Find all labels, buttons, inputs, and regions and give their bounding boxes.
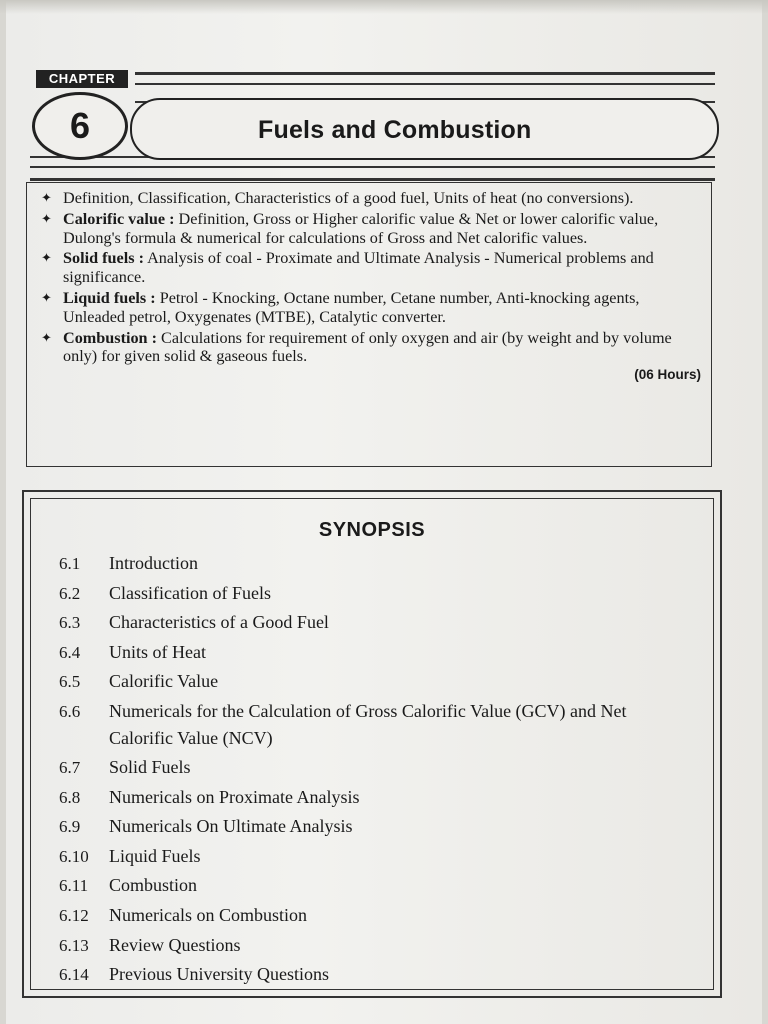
syllabus-box xyxy=(26,182,712,467)
diamond-bullet-icon: ✦ xyxy=(41,250,52,266)
diamond-bullet-icon: ✦ xyxy=(41,210,52,226)
chapter-title: Fuels and Combustion xyxy=(258,116,532,144)
syllabus-item: ✦ Combustion : Calculations for requirement of only oxygen and air (by weight and by volume only) for given solid & gaseous fuels. xyxy=(41,328,672,366)
teaching-hours: (06 Hours) xyxy=(634,367,701,383)
page-shadow xyxy=(0,0,768,14)
diamond-bullet-icon: ✦ xyxy=(41,190,52,205)
synopsis-item: 6.2 Classification of Fuels xyxy=(59,582,271,603)
syllabus-item: ✦ Calorific value : Definition, Gross or Higher calorific value & Net or lower calorific value, Dulong's formula & numerical for calculations of Gross and Net calorific values. xyxy=(41,209,659,247)
synopsis-item: 6.13 Review Questions xyxy=(59,934,241,955)
synopsis-item: 6.10 Liquid Fuels xyxy=(59,845,201,866)
synopsis-item: 6.4 Units of Heat xyxy=(59,641,206,662)
synopsis-item: 6.9 Numericals On Ultimate Analysis xyxy=(59,816,353,837)
synopsis-item: 6.12 Numericals on Combustion xyxy=(59,904,307,925)
synopsis-item: 6.7 Solid Fuels xyxy=(59,756,191,777)
synopsis-item: 6.11 Combustion xyxy=(59,875,198,896)
syllabus-item: ✦ Definition, Classification, Characteristics of a good fuel, Units of heat (no conversions). xyxy=(41,189,634,207)
diamond-bullet-icon: ✦ xyxy=(41,329,52,345)
synopsis-item: 6.6 Numericals for the Calculation of Gross Calorific Value (GCV) and Net Calorific Value (NCV) xyxy=(59,700,627,748)
synopsis-item: 6.3 Characteristics of a Good Fuel xyxy=(59,612,329,633)
syllabus-item: ✦ Solid fuels : Analysis of coal - Proximate and Ultimate Analysis - Numerical problems and significance. xyxy=(41,249,654,287)
synopsis-item: 6.1 Introduction xyxy=(59,553,198,573)
synopsis-item: 6.8 Numericals on Proximate Analysis xyxy=(59,786,360,807)
chapter-label: CHAPTER xyxy=(36,70,128,88)
synopsis-title: SYNOPSIS xyxy=(318,519,426,541)
syllabus-item: ✦ Liquid fuels : Petrol - Knocking, Octane number, Cetane number, Anti-knocking agents, Unleaded petrol, Oxygenates (MTBE), Catalytic converter. xyxy=(41,288,640,326)
synopsis-box xyxy=(22,490,722,998)
diamond-bullet-icon: ✦ xyxy=(41,289,52,305)
synopsis-item: 6.14 Previous University Questions xyxy=(59,964,329,985)
chapter-number: 6 xyxy=(32,92,128,160)
synopsis-list xyxy=(59,549,703,990)
synopsis-item: 6.5 Calorific Value xyxy=(59,671,219,692)
synopsis-inner-frame xyxy=(30,498,714,990)
